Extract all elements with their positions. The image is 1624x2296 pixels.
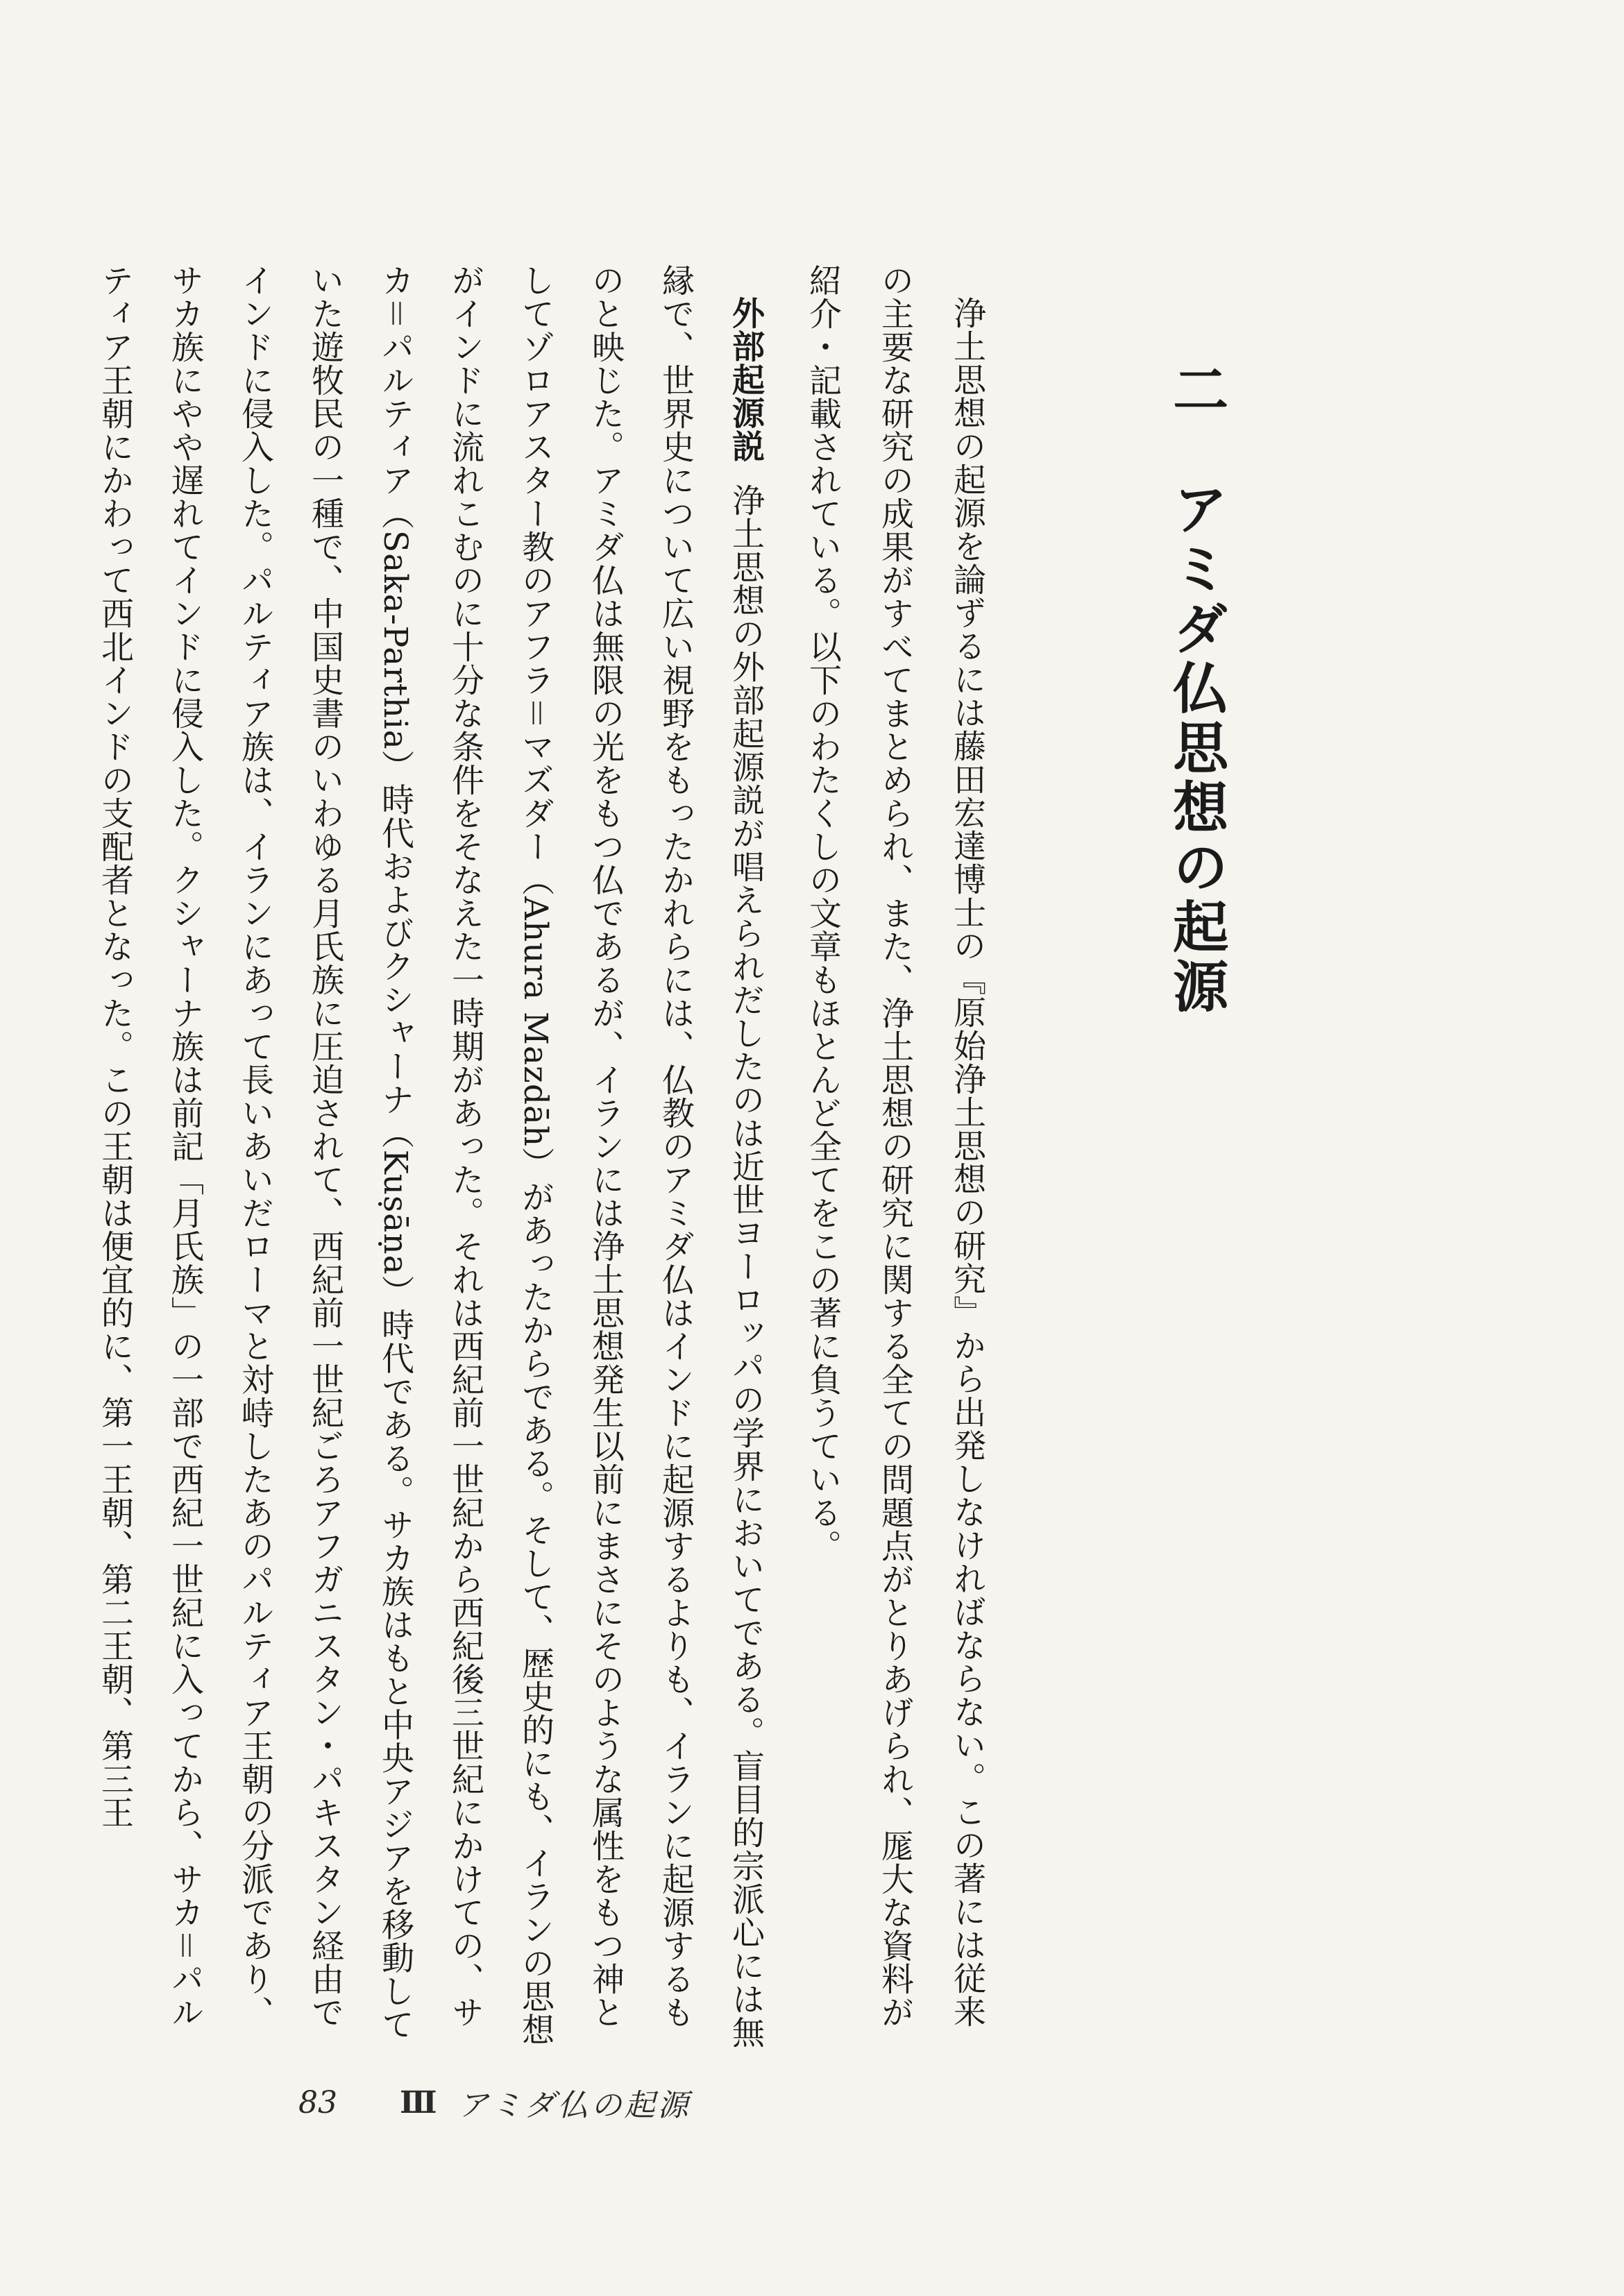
page-footer — [298, 2082, 691, 2123]
chapter-numeral: Ⅲ — [400, 2084, 436, 2120]
paragraph-external-origin-body: 浄土思想の外部起源説が唱えられだしたのは近世ヨーロッパの学界においてである。盲目的宗派心には無縁で、世界史について広い視野をもったかれらには、仏教のアミダ仏はインドに起源するよりも、イランに起源するものと映じた。アミダ仏は無限の光をもつ仏であるが、イランには浄土思想発生以前にまさにそのような属性をもつ神としてゾロアスター教のアフラ＝マズダー（Ahura Mazdāh）があったからである。そして、歴史的にも、イランの思想がインドに流れこむのに十分な条件をそなえた一時期があった。それは西紀前一世紀から西紀後三世紀にかけての、サカ＝パルティア（Saka-Parthia）時代およびクシャーナ（Kuṣāṇa）時代である。サカ族はもと中央アジアを移動していた遊牧民の一種で、中国史書のいわゆる月氏族に圧迫されて、西紀前一世紀ごろアフガニスタン・パキスタン経由でインドに侵入した。パルティア族は、イランにあって長いあいだローマと対峙したあのパルティア王朝の分派であり、サカ族にやや遅れてインドに侵入した。クシャーナ族は前記「月氏族」の一部で西紀一世紀に入ってから、サカ＝パルティア王朝にかわって西北インドの支配者となった。この王朝は便宜的に、第一王朝、第二王朝、第三王 — [96, 264, 765, 2049]
runin-title: 外部起源説 — [727, 296, 765, 463]
chapter-title: アミダ仏の起源 — [457, 2088, 691, 2123]
paragraph-intro: 浄土思想の起源を論ずるには藤田宏達博士の『原始浄土思想の研究』から出発しなければならない。この著には従来の主要な研究の成果がすべてまとめられ、また、浄土思想の研究に関する全ての問題点がとりあげられ、厖大な資料が紹介・記載されている。以下のわたくしの文章もほとんど全てをこの著に負うている。 — [804, 264, 986, 2029]
running-head — [400, 2080, 691, 2125]
page-number: 83 — [298, 2084, 337, 2120]
paragraph-external-origin — [96, 264, 781, 2061]
section-heading: 二 アミダ仏思想の起源 — [1163, 361, 1229, 1017]
